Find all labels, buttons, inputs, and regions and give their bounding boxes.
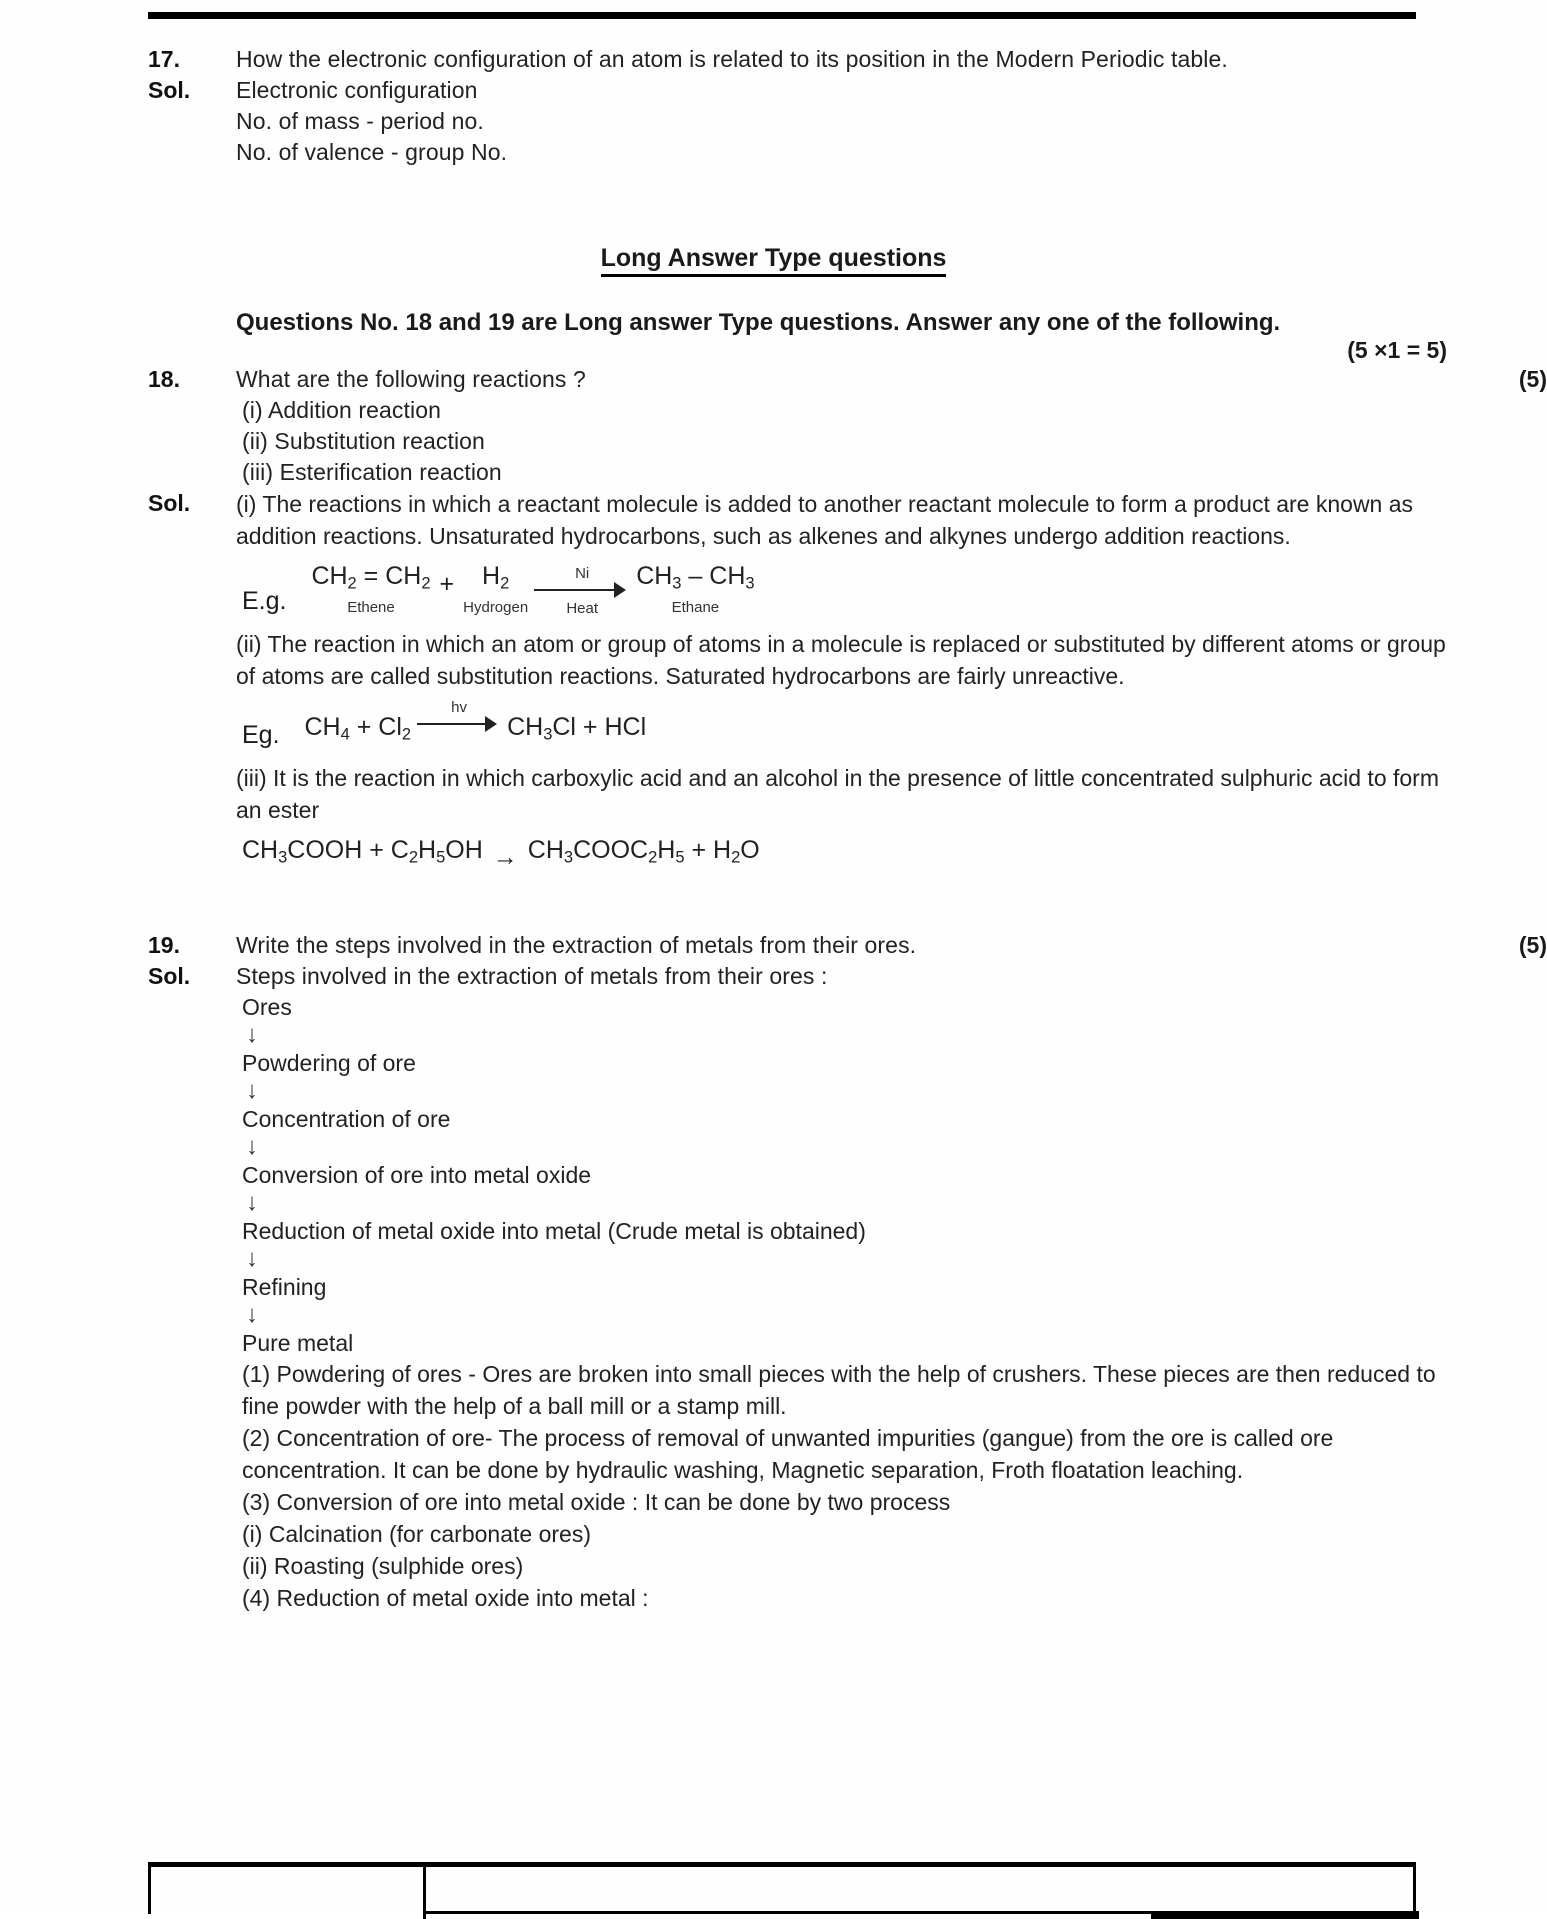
ester-water-formula: $CH_3COOC_2H_5 + H_2O$ <box>527 835 760 867</box>
equation-substitution-prefix: Eg. <box>242 720 280 749</box>
flow-step-pure-metal: Pure metal <box>242 1330 354 1357</box>
solution-18-label: Sol. <box>148 490 191 516</box>
question-18-item-2: (ii) Substitution reaction <box>242 428 485 454</box>
question-18-item-3: (iii) Esterification reaction <box>242 459 502 485</box>
question-18-text: What are the following reactions ? <box>236 366 586 392</box>
ethene-label: Ethene <box>347 598 395 616</box>
solution-18-part-i: (i) The reactions in which a reactant molecule is added to another reactant molecule to form a product are known as addition reactions. Unsaturated hydrocarbons, such as alkenes and alkynes undergo addition reactions. <box>236 491 1414 549</box>
footer-table <box>148 1862 1416 1914</box>
detail-step-1: (1) Powdering of ores - Ores are broken into small pieces with the help of crushers. These pieces are then reduced to fine powder with the help of a ball mill or a stamp mill. <box>242 1361 1436 1420</box>
condition-label-heat: Heat <box>566 599 599 617</box>
flow-step-reduction: Reduction of metal oxide into metal (Crude metal is obtained) <box>242 1218 866 1245</box>
footer-table-filled-cell-edge <box>1151 1911 1161 1919</box>
equation-substitution-gap <box>280 704 305 750</box>
section-heading-text: Long Answer Type questions <box>601 244 947 277</box>
section-instruction: Questions No. 18 and 19 are Long answer Type questions. Answer any one of the following. <box>236 309 1281 336</box>
page-top-rule <box>148 12 1416 19</box>
equation-addition-reactant-1 <box>311 562 430 616</box>
detail-step-2: (2) Concentration of ore- The process of removal of unwanted impurities (gangue) from the ore is called ore concentration. It can be done by hydraulic washing, Magnetic separation, Froth floatation leaching. <box>242 1425 1334 1484</box>
arrow-head-icon <box>614 582 626 598</box>
solution-17-row <box>0 75 1547 168</box>
page-content <box>0 44 1547 1614</box>
methane-chlorine-formula: $CH_4 + Cl_2$ <box>304 713 412 744</box>
equation-addition <box>236 562 1451 616</box>
question-19-text: Write the steps involved in the extraction of metals from their ores. <box>236 932 917 959</box>
detail-step-3-i: (i) Calcination (for carbonate ores) <box>242 1521 591 1548</box>
solution-17-line-3: No. of valence - group No. <box>236 139 508 165</box>
flow-arrow-icon-5: ↓ <box>246 1245 258 1273</box>
hydrogen-formula: $H_2$ <box>482 562 510 593</box>
spacer <box>236 616 1451 628</box>
equation-esterification-products <box>528 836 760 873</box>
solution-18-body <box>236 488 1547 872</box>
question-18-row <box>0 364 1547 488</box>
question-18-body <box>236 364 1547 488</box>
arrow-shaft <box>534 589 618 591</box>
extraction-flowchart <box>236 992 1451 1358</box>
ethane-formula: $CH_3 - CH_3$ <box>636 562 755 593</box>
question-17-row <box>0 44 1547 75</box>
arrow-head-icon <box>485 716 497 732</box>
reaction-arrow-hv <box>417 698 501 748</box>
section-total-marks: (5 ×1 = 5) <box>1347 337 1447 363</box>
solution-19-label: Sol. <box>148 963 191 990</box>
solution-19-intro: Steps involved in the extraction of metals from their ores : <box>236 963 828 990</box>
detail-step-4: (4) Reduction of metal oxide into metal : <box>242 1585 649 1612</box>
solution-17-line-1: Electronic configuration <box>236 77 478 103</box>
flow-arrow-icon-4: ↓ <box>246 1189 258 1217</box>
section-heading <box>0 244 1547 273</box>
detail-step-3-ii: (ii) Roasting (sulphide ores) <box>242 1553 524 1580</box>
question-17-number: 17. <box>148 46 180 72</box>
detail-step-3: (3) Conversion of ore into metal oxide : It can be done by two process <box>242 1489 951 1516</box>
equation-addition-plus: + <box>439 569 455 598</box>
equation-substitution-reactants <box>304 713 411 750</box>
reaction-arrow-icon: → <box>492 843 518 872</box>
acetic-acid-ethanol-formula: $CH_3COOH + C_2H_5OH$ <box>242 835 483 867</box>
flow-arrow-icon-1: ↓ <box>246 1021 258 1049</box>
solution-19-row <box>0 961 1547 1614</box>
flow-step-conversion: Conversion of ore into metal oxide <box>242 1162 592 1189</box>
question-19-marks: (5) <box>1518 932 1547 959</box>
question-18-item-1: (i) Addition reaction <box>242 397 441 423</box>
question-17-text: How the electronic configuration of an atom is related to its position in the Modern Periodic table. <box>236 46 1228 72</box>
chloromethane-formula: $CH_3Cl$ + HCl <box>507 713 647 744</box>
catalyst-label-ni: Ni <box>575 564 590 582</box>
solution-17-body <box>236 75 1547 168</box>
equation-substitution-products <box>507 713 646 750</box>
footer-table-filled-cell <box>1151 1911 1419 1919</box>
spacer <box>236 750 1451 762</box>
flow-arrow-icon-2: ↓ <box>246 1077 258 1105</box>
solution-19-body <box>236 961 1547 1614</box>
question-19-row <box>0 930 1547 961</box>
solution-18-part-ii: (ii) The reaction in which an atom or group of atoms in a molecule is replaced or substituted by different atoms or group of atoms are called substitution reactions. Saturated hydrocarbons are fairly unreactive. <box>236 630 1446 689</box>
flow-step-concentration: Concentration of ore <box>242 1106 451 1133</box>
question-18-marks: (5) <box>1518 366 1547 392</box>
question-18-number: 18. <box>148 366 180 392</box>
arrow-shaft <box>417 723 489 725</box>
hydrogen-label: Hydrogen <box>463 598 529 616</box>
equation-esterification <box>236 836 1451 873</box>
equation-substitution <box>236 698 1451 750</box>
flow-step-refining: Refining <box>242 1274 327 1301</box>
solution-17-label: Sol. <box>148 77 191 103</box>
flow-step-powdering: Powdering of ore <box>242 1050 416 1077</box>
equation-addition-reactant-2 <box>463 562 528 616</box>
solution-18-row <box>0 488 1547 872</box>
equation-addition-prefix: E.g. <box>242 586 287 615</box>
ethane-label: Ethane <box>671 598 720 616</box>
equation-addition-product <box>636 562 754 616</box>
flow-step-ores: Ores <box>242 994 292 1021</box>
question-19-body <box>236 930 1547 961</box>
catalyst-label-hv: hv <box>451 698 467 716</box>
question-17-body <box>236 44 1547 75</box>
flow-arrow-icon-3: ↓ <box>246 1133 258 1161</box>
flow-arrow-icon-6: ↓ <box>246 1301 258 1329</box>
reaction-arrow-ni-heat <box>534 564 630 617</box>
spacer <box>0 872 1547 930</box>
equation-esterification-reactants <box>242 836 483 873</box>
solution-18-part-iii: (iii) It is the reaction in which carboxylic acid and an alcohol in the presence of little concentrated sulphuric acid to form an ester <box>236 764 1439 823</box>
ethene-formula: $CH_2 = CH_2$ <box>311 562 431 593</box>
solution-17-line-2: No. of mass - period no. <box>236 108 484 134</box>
equation-addition-gap <box>286 570 311 616</box>
question-19-number: 19. <box>148 932 180 959</box>
